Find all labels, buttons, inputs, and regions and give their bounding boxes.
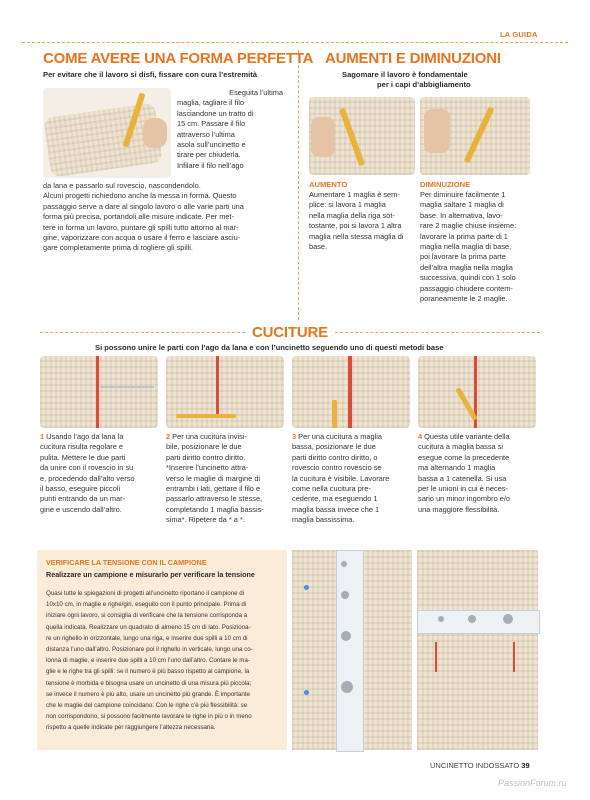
forma-text-col xyxy=(177,88,283,171)
step-number: 4 xyxy=(418,432,423,441)
forma-line: tere in forma un lavoro, puntare gli spilli tutto attorno al mar- xyxy=(43,222,239,232)
aumento-text xyxy=(309,190,415,252)
magazine-name: UNCINETTO INDOSSATO xyxy=(430,761,520,770)
cuciture-title: CUCITURE xyxy=(252,324,328,341)
step-number: 2 xyxy=(166,432,171,441)
crochet-hook xyxy=(332,400,337,428)
page-number: 39 xyxy=(521,761,530,770)
forma-line: da lana e passarlo sul rovescio, nascondendolo. xyxy=(43,181,201,190)
cucitura-photo-1 xyxy=(40,356,158,428)
aumento-photo xyxy=(309,97,415,175)
tension-line: che le maglie del campione coincidano. Con le righe c’è più flessibilità: se xyxy=(46,702,248,710)
seam-thread xyxy=(348,356,352,428)
diminuzione-line: successiva, quindi con 1 solo xyxy=(420,273,516,283)
cucitura-step-4 xyxy=(418,432,538,515)
cucitura-photo-3 xyxy=(292,356,410,428)
pin-head xyxy=(304,690,309,695)
diminuzione-line: poi lavorare la prima parte xyxy=(420,252,506,262)
forma-title: COME AVERE UNA FORMA PERFETTA xyxy=(43,50,314,67)
step-line: cucitura a maglia bassa si xyxy=(418,442,504,452)
ruler-hole xyxy=(341,591,349,599)
gauge-ruler-vertical xyxy=(336,550,364,752)
step-line: e, procedendo dall’alto verso xyxy=(40,473,135,483)
pin-marker xyxy=(513,642,515,672)
cuciture-rule-right xyxy=(335,332,540,333)
tension-title: VERIFICARE LA TENSIONE CON IL CAMPIONE xyxy=(46,558,207,567)
tension-line: se invece il numero è più alto, usare un uncinetto più grande. È importante xyxy=(46,690,250,698)
cuciture-rule-left xyxy=(40,332,245,333)
aumento-line: maglia nella stessa maglia di xyxy=(309,231,404,241)
step-line: ma alternando 1 maglia xyxy=(418,463,496,473)
tension-photo-horizontal xyxy=(417,550,538,750)
needle xyxy=(100,386,154,388)
step-line: entrambi i lati, gettare il filo e xyxy=(166,484,261,494)
aumenti-subtitle-2: per i capi d’abbigliamento xyxy=(377,80,471,89)
pin-marker xyxy=(435,642,437,672)
forma-line: Alcuni progetti richiedono anche la messa in forma. Questo xyxy=(43,191,237,201)
aumento-line: base. xyxy=(309,242,328,252)
forma-line: maglia, tagliare il filo xyxy=(177,98,244,108)
section-label: LA GUIDA xyxy=(500,30,538,39)
forma-line: gine, vaporizzare con acqua o usare il ferro e lasciare asciu- xyxy=(43,233,241,243)
aumento-line: nella maglia della riga sot- xyxy=(309,210,395,220)
step-line: sario un minor ingombro e/o xyxy=(418,494,511,504)
aumento-line: tostante, poi si lavora 1 altra xyxy=(309,221,402,231)
step-line: come nella cucitura pre- xyxy=(292,484,371,494)
aumenti-subtitle-1: Sagomare il lavoro è fondamentale xyxy=(342,70,468,79)
step-line: bassa a 1 catenella. Si usa xyxy=(418,473,507,483)
cucitura-step-2 xyxy=(166,432,284,526)
diminuzione-heading: DIMINUZIONE xyxy=(420,180,471,189)
step-line: per le unioni in cui è neces- xyxy=(418,484,508,494)
step-number: 1 xyxy=(40,432,45,441)
forma-line: forma più precisa, portandoli alle misure indicate. Per met- xyxy=(43,212,235,222)
step-line: maglia bassissima. xyxy=(292,515,355,525)
tension-line: lonna di maglie, e inserire due spilli a 10 cm l’uno dall’altro. Contare le ma- xyxy=(46,657,250,665)
column-divider xyxy=(298,50,299,320)
cuciture-subtitle: Si possono unire le parti con l’ago da lana e con l’uncinetto seguendo uno di questi metodi base xyxy=(95,343,444,352)
hand xyxy=(424,109,450,153)
crochet-hook xyxy=(464,107,495,164)
watermark: PassionForum.ru xyxy=(498,778,567,788)
step-line: Questa utile variante della xyxy=(422,432,510,441)
step-number: 3 xyxy=(292,432,297,441)
step-line: il basso, eseguire piccoli xyxy=(40,484,121,494)
forma-line: Infilare il filo nell’ago xyxy=(177,160,244,170)
diminuzione-photo xyxy=(420,97,530,175)
step-line: punti entrando da un mar- xyxy=(40,494,126,504)
cucitura-photo-4 xyxy=(418,356,536,428)
forma-line: passaggio serve a dare al singolo lavoro o alle varie parti una xyxy=(43,201,244,211)
tension-line: 10x10 cm, in maglie e righe/giri, eseguito con il punto principale. Prima di xyxy=(46,601,247,609)
step-line: esegue come la precedente xyxy=(418,452,510,462)
tension-photo-vertical xyxy=(292,550,412,750)
step-line: gine e uscendo dall’altro. xyxy=(40,504,122,514)
seam-thread xyxy=(96,356,99,428)
tension-text xyxy=(46,588,284,734)
aumenti-title: AUMENTI E DIMINUZIONI xyxy=(325,50,501,67)
diminuzione-line: dell’altra maglia nella maglia xyxy=(420,262,513,272)
cucitura-step-1 xyxy=(40,432,158,515)
gauge-ruler-horizontal xyxy=(417,610,540,634)
ruler-hole xyxy=(503,614,513,624)
footer xyxy=(430,761,530,770)
cucitura-step-3 xyxy=(292,432,410,526)
tension-line: non corrispondono, si possono facilmente lavorare le righe in più o in meno xyxy=(46,713,252,721)
step-line: bassa, posizionare le due xyxy=(292,442,376,452)
forma-line: 15 cm. Passare il filo xyxy=(177,119,246,129)
tension-line: rispetto a quelle indicate per raggiungere l’altezza necessaria. xyxy=(46,724,216,732)
ruler-hole xyxy=(341,561,347,567)
tension-line: iniziare ogni lavoro, si consiglia di verificare che la tensione corrisponda a xyxy=(46,612,248,620)
step-line: da unire con il rovescio in su xyxy=(40,463,134,473)
ruler-hole xyxy=(438,616,444,622)
diminuzione-text xyxy=(420,190,532,304)
step-line: *Inserire l’uncinetto attra- xyxy=(166,463,249,473)
crochet-hook xyxy=(176,414,236,418)
step-line: completando 1 maglia bassis- xyxy=(166,504,264,514)
tension-line: distanza l’uno dall’altro. Posizionare poi il righello in verticale, lungo una co- xyxy=(46,646,253,654)
step-line: maglia bassa invece che 1 xyxy=(292,504,380,514)
step-line: verso le maglie di margine di xyxy=(166,473,261,483)
forma-photo xyxy=(43,88,171,178)
aumento-line: plice: si lavora 1 maglia xyxy=(309,200,386,210)
seam-thread xyxy=(216,356,219,416)
step-line: parti diritto contro diritto, o xyxy=(292,452,378,462)
forma-line: Eseguita l’ultima xyxy=(229,88,283,97)
step-line: Usando l’ago da lana la xyxy=(44,432,124,441)
diminuzione-line: poraneamente le 2 maglie. xyxy=(420,294,508,304)
forma-line: tirare per chiuderla. xyxy=(177,150,241,160)
step-line: la cucitura è visibile. Lavorare xyxy=(292,473,390,483)
top-divider xyxy=(22,42,568,43)
forma-subtitle: Per evitare che il lavoro si disfi, fissare con cura l’estremità xyxy=(43,70,257,79)
step-line: Per una cucitura a maglia xyxy=(296,432,382,441)
pin-head xyxy=(304,585,309,590)
step-line: passarlo attraverso le stesse, xyxy=(166,494,263,504)
step-line: una maggiore flessibilità. xyxy=(418,504,500,514)
step-line: pulita. Mettere le due parti xyxy=(40,452,126,462)
forma-line: lasciandone un tratto di xyxy=(177,108,254,118)
crochet-hook xyxy=(339,108,365,166)
cucitura-photo-2 xyxy=(166,356,284,428)
step-line: cedente, ma eseguendo 1 xyxy=(292,494,378,504)
aumento-heading: AUMENTO xyxy=(309,180,348,189)
ruler-hole xyxy=(468,615,476,623)
aumento-line: Aumentare 1 maglia è sem- xyxy=(309,190,400,199)
step-line: sima*. Ripetere da * a *. xyxy=(166,515,245,525)
diminuzione-line: rare 2 maglie chiuse insieme: xyxy=(420,221,517,231)
step-line: bile, posizionare le due xyxy=(166,442,242,452)
tension-line: tensione è morbida e bisogna usare un uncinetto di una misura più piccola; xyxy=(46,679,252,687)
step-line: parti diritto contro diritto. xyxy=(166,452,246,462)
diminuzione-line: passaggio chiudere contem- xyxy=(420,283,513,293)
diminuzione-line: maglia saltare 1 maglia di xyxy=(420,200,504,210)
diminuzione-line: Per diminuire facilmente 1 xyxy=(420,190,506,199)
forma-line: gare completamente prima di togliere gli spilli. xyxy=(43,243,193,253)
diminuzione-line: base. In alternativa, lavo- xyxy=(420,210,503,220)
tension-line: glie e le righe tra gli spilli: se il numero è più basso rispetto al campione, la xyxy=(46,668,250,676)
step-line: Per una cucitura invisi- xyxy=(170,432,247,441)
ruler-hole xyxy=(341,681,353,693)
tension-subtitle: Realizzare un campione e misurarlo per verificare la tensione xyxy=(46,570,255,579)
forma-line: attraverso l’ultima xyxy=(177,129,235,139)
hand xyxy=(311,117,335,157)
tension-line: Quasi tutte le spiegazioni di progetti all’uncinetto riportano il campione di xyxy=(46,590,245,597)
tension-line: re un righello in orizzontale, lungo una riga, e inserire due spilli a 10 cm di xyxy=(46,634,248,642)
step-line: cucitura risulta regolare e xyxy=(40,442,123,452)
forma-line: asola sull’uncinetto e xyxy=(177,140,246,150)
step-line: rovescio contro rovescio se xyxy=(292,463,382,473)
forma-text-full xyxy=(43,181,288,254)
tension-line: quella indicata. Realizzare un quadrato di almeno 15 cm di lato. Posiziona- xyxy=(46,623,251,631)
hand xyxy=(143,118,167,148)
diminuzione-line: maglia nella maglia di base, xyxy=(420,242,512,252)
diminuzione-line: lavorare la prima parte di 1 xyxy=(420,231,508,241)
ruler-hole xyxy=(341,631,351,641)
